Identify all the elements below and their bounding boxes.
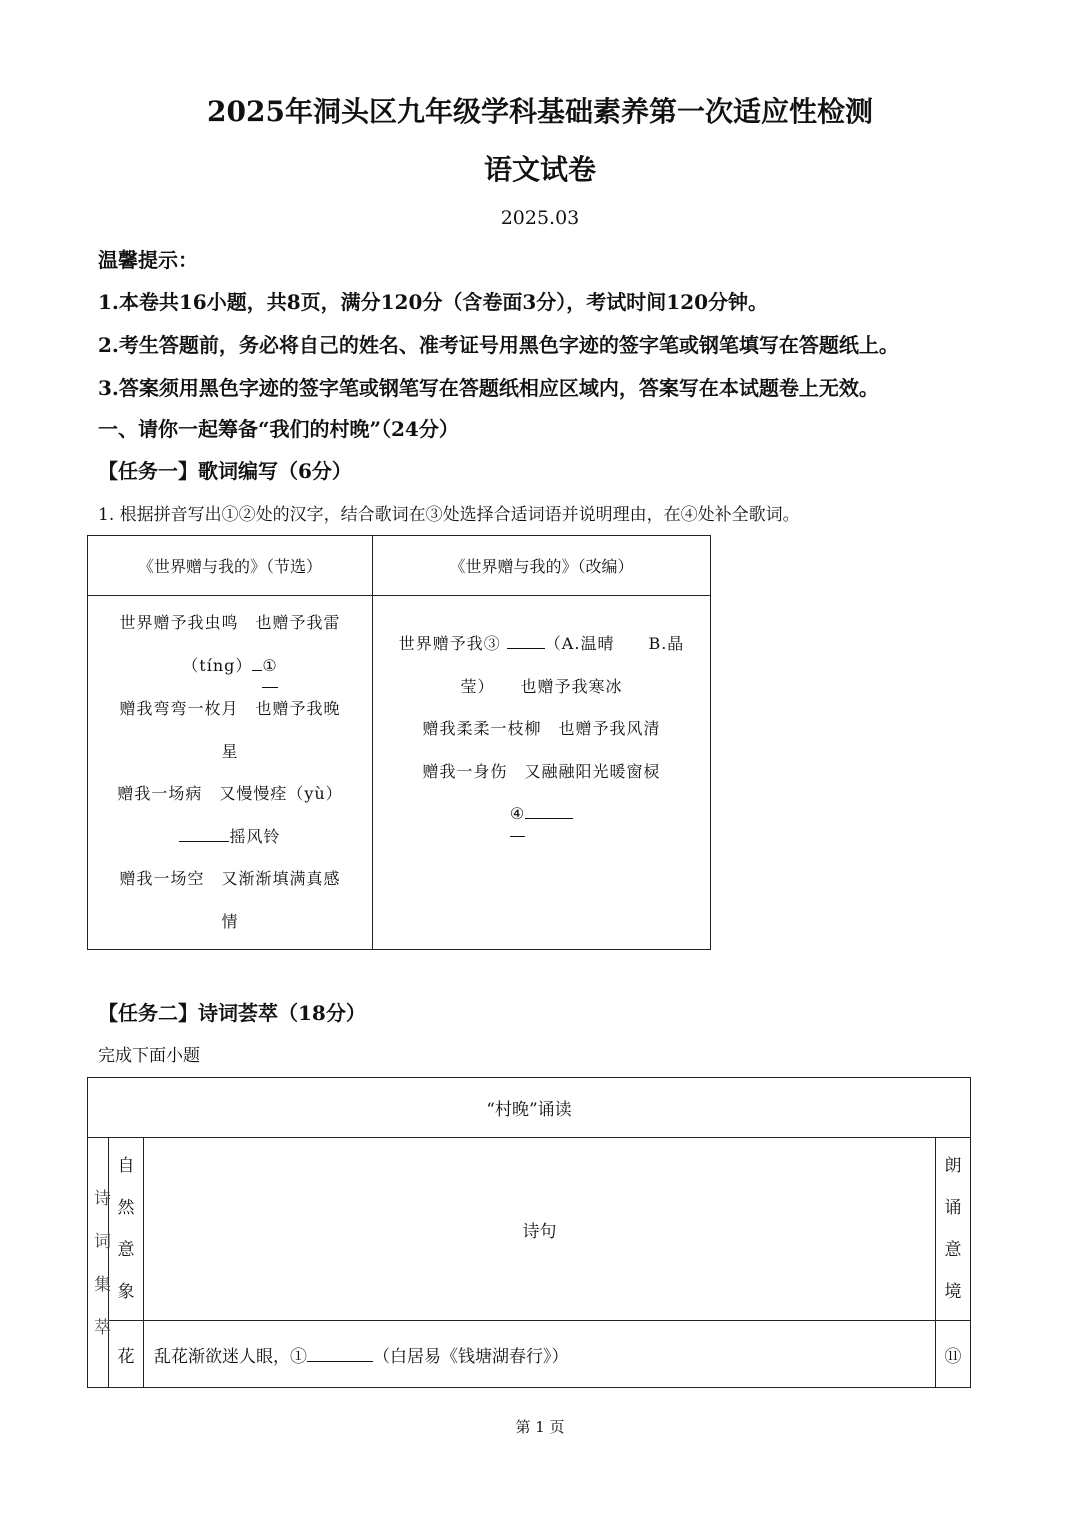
row-image: 花	[109, 1321, 144, 1388]
blank-poem-1	[307, 1343, 373, 1362]
side-label-cell	[88, 1138, 109, 1388]
lyric-line: 莹） 也赠予我寒冰	[460, 676, 623, 696]
row-mood: ⑪	[936, 1321, 971, 1388]
lyric-line: 情	[221, 911, 239, 931]
lyric-line: 赠我一场空 又渐渐填满真感	[119, 869, 341, 888]
lyric-line: 赠我一场病 又慢慢痊（yù）	[117, 784, 343, 803]
poetry-table	[87, 1077, 971, 1388]
blank-3	[507, 630, 545, 649]
blank-4: ④	[510, 793, 525, 837]
lyrics-original-cell	[88, 596, 373, 950]
task2-heading: 【任务二】诗词荟萃（18分）	[98, 1001, 366, 1025]
section1-heading: 一、请你一起筹备“我们的村晚”（24分）	[98, 417, 459, 441]
lyric-line: 赠我一身伤 又融融阳光暖窗棂	[422, 761, 661, 781]
col-image-header: 自然意象	[109, 1138, 144, 1321]
lyrics-table	[87, 535, 711, 950]
col-mood-header: 朗诵意境	[936, 1138, 971, 1321]
lyric-line: 星	[221, 741, 239, 761]
exam-subtitle: 语文试卷	[483, 153, 596, 186]
notice-item-2: 2.考生答题前，务必将自己的姓名、准考证号用黑色字迹的签字笔或钢笔填写在答题纸上。	[98, 333, 899, 357]
notice-heading: 温馨提示：	[98, 248, 198, 272]
task1-heading: 【任务一】歌词编写（6分）	[98, 459, 352, 483]
lyric-line	[381, 793, 702, 837]
lyric-line: 赠我弯弯一枚月 也赠予我晚	[119, 699, 341, 718]
lyric-line: 世界赠予我虫鸣 也赠予我雷	[119, 613, 341, 632]
lyric-line: 摇风铃	[96, 816, 364, 859]
lyrics-adapted-header: 《世界赠与我的》（改编）	[373, 536, 711, 596]
task1-question: 1. 根据拼音写出①②处的汉字，结合歌词在③处选择合适词语并说明理由，在④处补全歌词。	[98, 505, 800, 525]
lyrics-adapted-cell	[373, 596, 711, 950]
side-label: 诗词集萃	[94, 1189, 111, 1338]
lyric-line: （tíng） ①	[96, 645, 364, 689]
row-poem: 乱花渐欲迷人眼，① （白居易《钱塘湖春行》）	[144, 1321, 936, 1388]
lyric-line: 赠我柔柔一枝柳 也赠予我风清	[422, 719, 661, 739]
notice-item-1: 1.本卷共16小题，共8页，满分120分（含卷面3分），考试时间120分钟。	[98, 290, 769, 314]
poetry-table-title: “村晚”诵读	[88, 1078, 971, 1138]
task2-instruction: 完成下面小题	[98, 1046, 200, 1066]
notice-item-3: 3.答案须用黑色字迹的签字笔或钢笔写在答题纸相应区域内，答案写在本试题卷上无效。	[98, 376, 879, 400]
exam-title: 2025年洞头区九年级学科基础素养第一次适应性检测	[207, 95, 873, 128]
exam-date: 2025.03	[500, 207, 580, 229]
lyric-line: 世界赠予我③ （A.温晴 B.晶	[381, 623, 702, 666]
col-poem-header: 诗句	[144, 1138, 936, 1321]
blank-2	[179, 823, 229, 842]
blank-1: ①	[262, 645, 277, 689]
lyrics-original-header: 《世界赠与我的》（节选）	[88, 536, 373, 596]
page-number: 第 1 页	[515, 1418, 565, 1436]
